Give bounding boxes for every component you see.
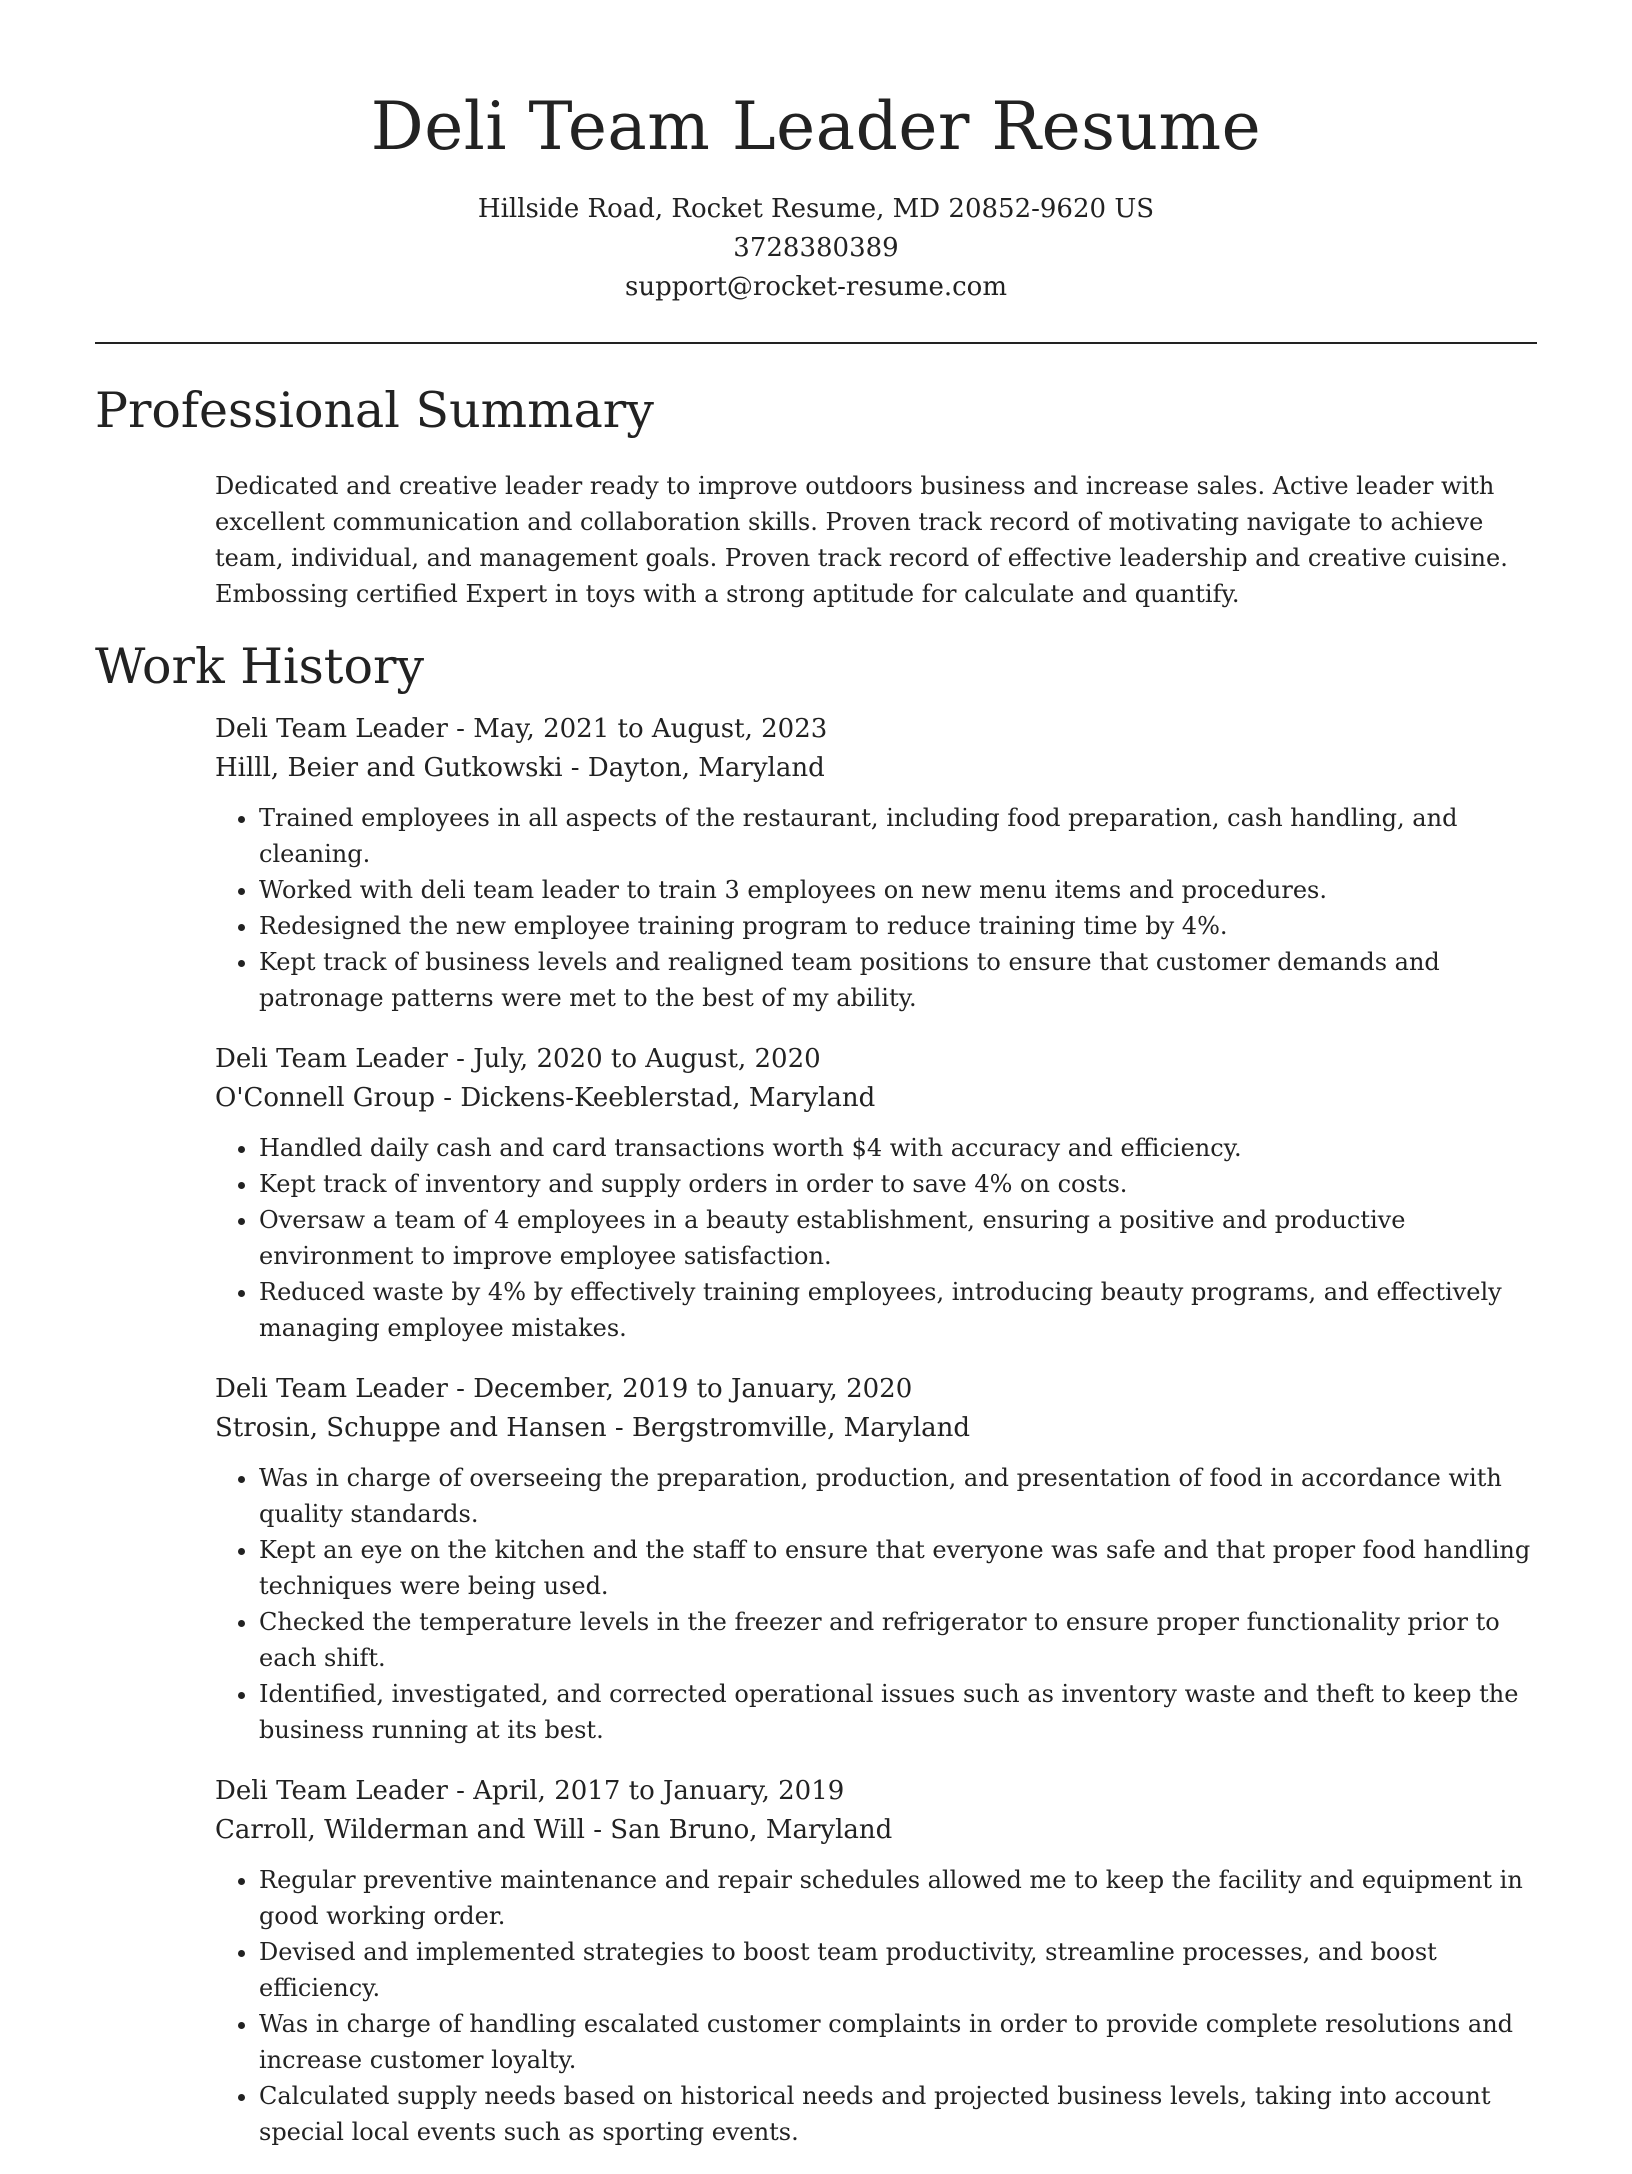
job-role: Deli Team Leader <box>215 1374 448 1404</box>
job-bullets <box>215 1862 1537 2150</box>
job-bullet: • Regular preventive maintenance and repair schedules allowed me to keep the facility and equipment in good working order. <box>259 1862 1537 1934</box>
job-entry <box>215 710 1537 1016</box>
job-bullet: • Checked the temperature levels in the freezer and refrigerator to ensure proper functionality prior to each shift. <box>259 1604 1537 1676</box>
job-bullet: • Worked with deli team leader to train 3 employees on new menu items and procedures. <box>259 872 1537 908</box>
job-company-line <box>215 1811 1537 1850</box>
job-separator: - <box>447 1044 474 1074</box>
work-history-section <box>95 634 1537 2150</box>
job-separator: - <box>606 1413 632 1443</box>
resume-header <box>0 0 1632 307</box>
job-separator: - <box>562 753 588 783</box>
job-bullets <box>215 800 1537 1016</box>
job-role: Deli Team Leader <box>215 714 448 744</box>
job-bullet: • Redesigned the new employee training program to reduce training time by 4%. <box>259 908 1537 944</box>
job-dates: July, 2020 to August, 2020 <box>473 1044 821 1074</box>
job-bullet: • Calculated supply needs based on historical needs and projected business levels, taking into account special local events such as sporting events. <box>259 2078 1537 2150</box>
job-title-line <box>215 1772 1537 1811</box>
job-location: San Bruno, Maryland <box>610 1815 893 1845</box>
job-company-line <box>215 1409 1537 1448</box>
resume-title: Deli Team Leader Resume <box>370 88 1262 165</box>
job-bullet: • Kept an eye on the kitchen and the staff to ensure that everyone was safe and that proper food handling techniques were being used. <box>259 1532 1537 1604</box>
job-location: Dayton, Maryland <box>587 753 825 783</box>
job-bullets <box>215 1460 1537 1748</box>
professional-summary-section <box>95 378 1537 612</box>
work-history-heading: Work History <box>95 638 425 695</box>
job-bullet: • Oversaw a team of 4 employees in a beauty establishment, ensuring a positive and productive environment to improve employee satisfaction. <box>259 1202 1537 1274</box>
job-bullet: • Devised and implemented strategies to boost team productivity, streamline processes, and boost efficiency. <box>259 1934 1537 2006</box>
summary-heading: Professional Summary <box>95 382 654 439</box>
job-company-line <box>215 749 1537 788</box>
job-company-line <box>215 1079 1537 1118</box>
contact-address: Hillside Road, Rocket Resume, MD 20852-9620 US <box>477 194 1155 224</box>
job-title-line <box>215 710 1537 749</box>
job-separator: - <box>435 1083 461 1113</box>
header-divider <box>95 342 1537 344</box>
job-title-line <box>215 1370 1537 1409</box>
job-bullet: • Was in charge of overseeing the preparation, production, and presentation of food in accordance with quality standards. <box>259 1460 1537 1532</box>
job-entry <box>215 1772 1537 2150</box>
job-bullet: • Was in charge of handling escalated customer complaints in order to provide complete resolutions and increase customer loyalty. <box>259 2006 1537 2078</box>
job-company: Carroll, Wilderman and Will <box>215 1815 585 1845</box>
resume-content <box>95 378 1537 2174</box>
job-bullet: • Identified, investigated, and corrected operational issues such as inventory waste and theft to keep the business running at its best. <box>259 1676 1537 1748</box>
job-separator: - <box>447 1374 474 1404</box>
job-dates: April, 2017 to January, 2019 <box>473 1776 845 1806</box>
contact-info <box>0 190 1632 307</box>
job-entry <box>215 1040 1537 1346</box>
job-role: Deli Team Leader <box>215 1044 448 1074</box>
summary-text: Dedicated and creative leader ready to improve outdoors business and increase sales. Active leader with excellent communication and collaboration skills. Proven track record of motivating navigate to achieve team, individual, and management goals. Proven track record of effective leadership and creative cuisine. Embossing certified Expert in toys with a strong aptitude for calculate and quantify. <box>215 472 1508 608</box>
contact-email: support@rocket-resume.com <box>624 272 1007 302</box>
job-company: O'Connell Group <box>215 1083 436 1113</box>
job-bullets <box>215 1130 1537 1346</box>
job-bullet: • Kept track of business levels and realigned team positions to ensure that customer demands and patronage patterns were met to the best of my ability. <box>259 944 1537 1016</box>
job-dates: May, 2021 to August, 2023 <box>473 714 828 744</box>
job-separator: - <box>447 1776 474 1806</box>
job-separator: - <box>584 1815 611 1845</box>
job-company: Strosin, Schuppe and Hansen <box>215 1413 607 1443</box>
job-location: Bergstromville, Maryland <box>631 1413 971 1443</box>
job-separator: - <box>447 714 474 744</box>
job-role: Deli Team Leader <box>215 1776 448 1806</box>
job-bullet: • Kept track of inventory and supply orders in order to save 4% on costs. <box>259 1166 1537 1202</box>
job-entry <box>215 1370 1537 1748</box>
job-company: Hilll, Beier and Gutkowski <box>215 753 563 783</box>
job-dates: December, 2019 to January, 2020 <box>473 1374 913 1404</box>
job-bullet: • Handled daily cash and card transactions worth $4 with accuracy and efficiency. <box>259 1130 1537 1166</box>
job-location: Dickens-Keeblerstad, Maryland <box>460 1083 876 1113</box>
contact-phone: 3728380389 <box>733 233 899 263</box>
job-bullet: • Reduced waste by 4% by effectively training employees, introducing beauty programs, and effectively managing employee mistakes. <box>259 1274 1537 1346</box>
job-title-line <box>215 1040 1537 1079</box>
job-bullet: • Trained employees in all aspects of the restaurant, including food preparation, cash handling, and cleaning. <box>259 800 1537 872</box>
